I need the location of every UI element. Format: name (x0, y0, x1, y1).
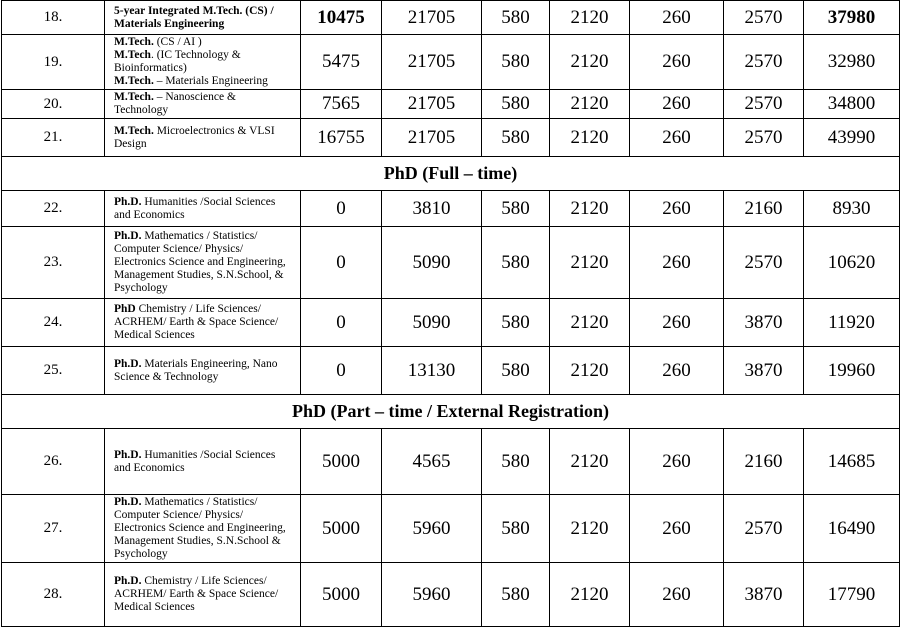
serial-number: 24. (2, 299, 105, 347)
program-text-bold: Ph.D. (114, 575, 142, 587)
program-name (105, 90, 301, 119)
program-line (114, 230, 296, 243)
fee-cell: 260 (630, 299, 724, 347)
table-group-top (2, 1, 900, 157)
program-text-bold: 5-year Integrated M.Tech. (CS) / (114, 4, 274, 17)
total-fee-cell: 17790 (804, 563, 900, 627)
program-line (114, 601, 296, 614)
program-text: and Economics (114, 208, 185, 221)
program-text: ACRHEM/ Earth & Space Science/ (114, 316, 279, 328)
serial-number: 21. (2, 119, 105, 157)
section-heading-fulltime: PhD (Full – time) (2, 157, 900, 191)
fee-cell: 260 (630, 563, 724, 627)
fee-cell: 3870 (724, 299, 804, 347)
program-name (105, 227, 301, 299)
program-text: . (IC Technology & (150, 49, 241, 61)
program-text-bold: M.Tech. (114, 91, 154, 103)
fee-table (1, 0, 900, 627)
table-row (2, 191, 900, 227)
total-fee-cell: 16490 (804, 495, 900, 563)
fee-cell: 580 (482, 119, 550, 157)
fee-cell: 0 (301, 191, 382, 227)
program-text-bold: PhD (114, 303, 136, 315)
program-line (114, 522, 296, 535)
program-name (105, 299, 301, 347)
fee-cell: 3870 (724, 347, 804, 395)
program-text-bold: Ph.D. (114, 448, 142, 461)
fee-cell: 3810 (382, 191, 482, 227)
serial-number: 28. (2, 563, 105, 627)
program-text: Mathematics / Statistics/ (141, 230, 258, 242)
section-heading-parttime: PhD (Part – time / External Registration) (2, 395, 900, 429)
fee-cell: 2120 (550, 495, 630, 563)
fee-cell: 2120 (550, 90, 630, 119)
fee-cell: 0 (301, 347, 382, 395)
fee-cell: 21705 (382, 1, 482, 35)
program-line (114, 496, 296, 509)
program-text-bold: Ph.D. (114, 195, 142, 208)
program-name (105, 495, 301, 563)
program-text: – Materials Engineering (153, 75, 268, 87)
program-name (105, 119, 301, 157)
program-text: Chemistry / Life Sciences/ (135, 303, 261, 315)
program-text: Mathematics / Statistics/ (141, 496, 258, 508)
table-row (2, 1, 900, 35)
program-text: Technology (114, 104, 169, 116)
fee-cell: 580 (482, 347, 550, 395)
program-name (105, 1, 301, 35)
fee-cell: 2570 (724, 119, 804, 157)
program-line (114, 62, 296, 75)
table-row (2, 299, 900, 347)
program-text-bold: M.Tech. (114, 75, 154, 87)
fee-cell: 5960 (382, 563, 482, 627)
fee-cell: 5475 (301, 35, 382, 90)
fee-cell: 2160 (724, 429, 804, 495)
fee-cell: 0 (301, 227, 382, 299)
program-line (114, 75, 296, 88)
program-line (114, 243, 296, 256)
program-text: Electronics Science and Engineering, (114, 522, 286, 534)
fee-cell: 2120 (550, 119, 630, 157)
program-text-bold: M.Tech. (114, 124, 154, 137)
table-row (2, 495, 900, 563)
table-row (2, 563, 900, 627)
program-text: Psychology (114, 282, 168, 294)
fee-cell: 2570 (724, 1, 804, 35)
program-line (114, 269, 296, 282)
program-text: Science & Technology (114, 370, 219, 383)
serial-number: 19. (2, 35, 105, 90)
program-name (105, 347, 301, 395)
program-text: Medical Sciences (114, 329, 195, 341)
program-line (114, 358, 296, 371)
program-line (114, 575, 296, 588)
serial-number: 20. (2, 90, 105, 119)
fee-cell: 2160 (724, 191, 804, 227)
program-line (114, 125, 296, 138)
program-line (114, 196, 296, 209)
total-fee-cell: 43990 (804, 119, 900, 157)
total-fee-cell: 8930 (804, 191, 900, 227)
fee-cell: 580 (482, 90, 550, 119)
fee-cell: 580 (482, 563, 550, 627)
program-text-bold: Ph.D. (114, 230, 142, 242)
program-line (114, 509, 296, 522)
program-text-bold: Ph.D. (114, 357, 142, 370)
program-line (114, 303, 296, 316)
program-text: Design (114, 137, 147, 150)
total-fee-cell: 37980 (804, 1, 900, 35)
program-line (114, 36, 296, 49)
total-fee-cell: 11920 (804, 299, 900, 347)
fee-cell: 21705 (382, 35, 482, 90)
program-text: Humanities /Social Sciences (141, 195, 276, 208)
table-group-fulltime (2, 191, 900, 395)
serial-number: 27. (2, 495, 105, 563)
section-fulltime (2, 157, 900, 191)
program-line (114, 256, 296, 269)
program-text: Microelectronics & VLSI (153, 124, 275, 137)
program-line (114, 104, 296, 117)
serial-number: 23. (2, 227, 105, 299)
total-fee-cell: 19960 (804, 347, 900, 395)
program-name (105, 191, 301, 227)
program-text: Electronics Science and Engineering, (114, 256, 286, 268)
program-line (114, 209, 296, 222)
program-name (105, 35, 301, 90)
program-line (114, 91, 296, 104)
fee-cell: 2120 (550, 563, 630, 627)
program-text: Chemistry / Life Sciences/ (141, 575, 267, 587)
program-name (105, 563, 301, 627)
fee-cell: 5960 (382, 495, 482, 563)
fee-cell: 260 (630, 90, 724, 119)
fee-cell: 260 (630, 119, 724, 157)
program-text-bold: Ph.D. (114, 496, 142, 508)
fee-cell: 580 (482, 429, 550, 495)
fee-cell: 260 (630, 1, 724, 35)
table-row (2, 347, 900, 395)
fee-cell: 7565 (301, 90, 382, 119)
fee-cell: 580 (482, 1, 550, 35)
serial-number: 26. (2, 429, 105, 495)
fee-cell: 0 (301, 299, 382, 347)
fee-cell: 260 (630, 35, 724, 90)
serial-number: 22. (2, 191, 105, 227)
program-line (114, 449, 296, 462)
fee-cell: 4565 (382, 429, 482, 495)
fee-cell: 2120 (550, 1, 630, 35)
fee-cell: 260 (630, 429, 724, 495)
program-name (105, 429, 301, 495)
program-line (114, 329, 296, 342)
program-text: – Nanoscience & (153, 91, 236, 103)
table-row (2, 35, 900, 90)
fee-cell: 16755 (301, 119, 382, 157)
program-text: (CS / AI ) (153, 36, 202, 48)
fee-cell: 5090 (382, 227, 482, 299)
fee-cell: 580 (482, 227, 550, 299)
fee-cell: 5090 (382, 299, 482, 347)
program-text: Psychology (114, 548, 168, 560)
fee-cell: 260 (630, 191, 724, 227)
program-text-bold: M.Tech (114, 49, 151, 61)
program-text: Computer Science/ Physics/ (114, 243, 244, 255)
program-text-bold: Materials Engineering (114, 17, 225, 30)
fee-cell: 10475 (301, 1, 382, 35)
fee-cell: 2570 (724, 495, 804, 563)
fee-cell: 2120 (550, 35, 630, 90)
fee-cell: 2120 (550, 191, 630, 227)
table-row (2, 119, 900, 157)
serial-number: 18. (2, 1, 105, 35)
program-line (114, 316, 296, 329)
fee-cell: 2120 (550, 227, 630, 299)
total-fee-cell: 34800 (804, 90, 900, 119)
fee-cell: 2120 (550, 347, 630, 395)
program-line (114, 282, 296, 295)
total-fee-cell: 10620 (804, 227, 900, 299)
program-text: Management Studies, S.N.School & (114, 535, 281, 547)
program-line (114, 49, 296, 62)
fee-cell: 21705 (382, 119, 482, 157)
program-text-bold: M.Tech. (114, 36, 154, 48)
fee-cell: 2570 (724, 35, 804, 90)
fee-cell: 580 (482, 35, 550, 90)
program-line (114, 548, 296, 561)
program-line (114, 5, 296, 18)
fee-cell: 3870 (724, 563, 804, 627)
fee-cell: 580 (482, 299, 550, 347)
program-line (114, 535, 296, 548)
fee-cell: 260 (630, 347, 724, 395)
program-text: ACRHEM/ Earth & Space Science/ (114, 588, 279, 600)
serial-number: 25. (2, 347, 105, 395)
program-line (114, 588, 296, 601)
fee-cell: 5000 (301, 495, 382, 563)
fee-cell: 2120 (550, 429, 630, 495)
program-text: Materials Engineering, Nano (141, 357, 278, 370)
table-row (2, 90, 900, 119)
program-text: Medical Sciences (114, 601, 195, 613)
program-text: Computer Science/ Physics/ (114, 509, 244, 521)
table-row (2, 227, 900, 299)
fee-cell: 580 (482, 495, 550, 563)
program-text: Bioinformatics) (114, 62, 187, 74)
program-line (114, 18, 296, 31)
fee-cell: 13130 (382, 347, 482, 395)
program-text: Humanities /Social Sciences (141, 448, 276, 461)
section-parttime (2, 395, 900, 429)
fee-cell: 21705 (382, 90, 482, 119)
program-line (114, 138, 296, 151)
total-fee-cell: 32980 (804, 35, 900, 90)
program-line (114, 462, 296, 475)
fee-cell: 580 (482, 191, 550, 227)
fee-cell: 5000 (301, 563, 382, 627)
program-text: Management Studies, S.N.School, & (114, 269, 284, 281)
fee-cell: 2570 (724, 227, 804, 299)
fee-cell: 2120 (550, 299, 630, 347)
program-line (114, 371, 296, 384)
fee-cell: 260 (630, 495, 724, 563)
fee-cell: 5000 (301, 429, 382, 495)
table-row (2, 429, 900, 495)
total-fee-cell: 14685 (804, 429, 900, 495)
program-text: and Economics (114, 461, 185, 474)
fee-cell: 260 (630, 227, 724, 299)
fee-cell: 2570 (724, 90, 804, 119)
table-group-parttime (2, 429, 900, 627)
